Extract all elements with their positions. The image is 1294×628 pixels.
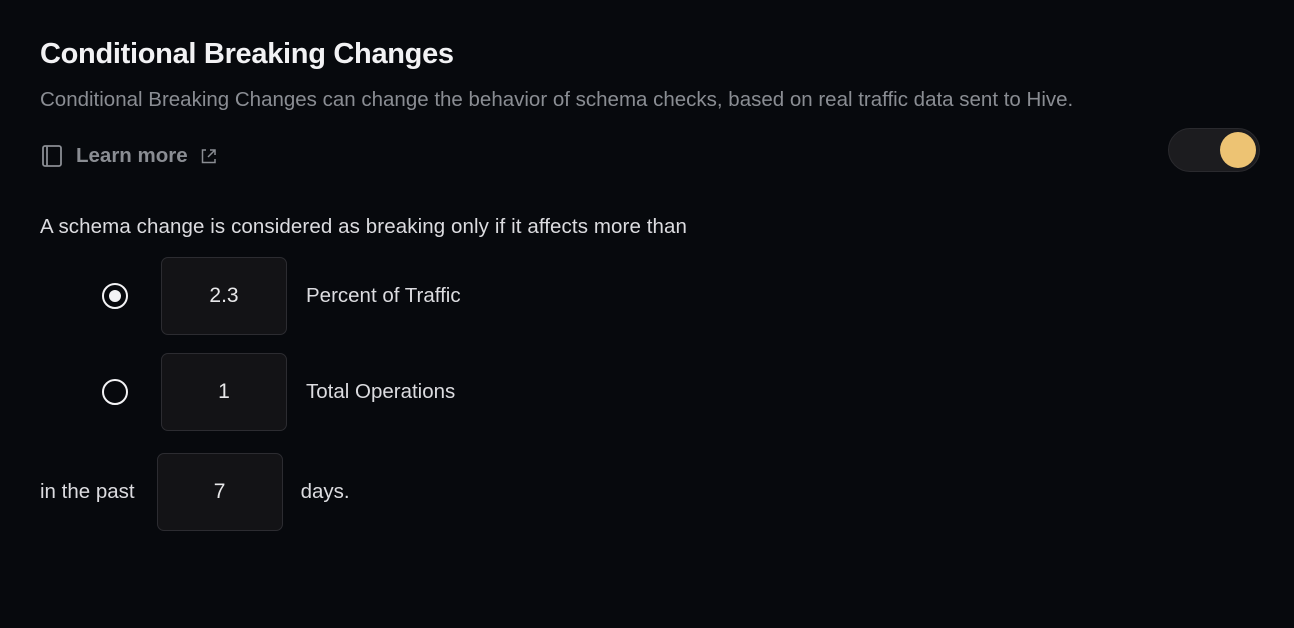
percent-of-traffic-label: Percent of Traffic bbox=[306, 284, 461, 308]
page-title: Conditional Breaking Changes bbox=[40, 38, 454, 70]
learn-more-link[interactable] bbox=[40, 143, 217, 169]
total-operations-input[interactable] bbox=[161, 353, 287, 431]
book-icon bbox=[40, 143, 64, 169]
condition-statement: A schema change is considered as breaking only if it affects more than bbox=[40, 215, 688, 239]
option-row-total-operations bbox=[40, 353, 1254, 431]
percent-of-traffic-input[interactable] bbox=[161, 257, 287, 335]
radio-total-operations[interactable] bbox=[102, 379, 128, 405]
period-row bbox=[40, 453, 1254, 531]
period-prefix-label: in the past bbox=[40, 480, 135, 504]
total-operations-label: Total Operations bbox=[306, 380, 456, 404]
period-days-input[interactable] bbox=[157, 453, 283, 531]
option-row-percent-of-traffic bbox=[40, 257, 1254, 335]
radio-percent-of-traffic[interactable] bbox=[102, 283, 128, 309]
period-suffix-label: days. bbox=[300, 480, 350, 504]
learn-more-label: Learn more bbox=[76, 144, 188, 168]
external-link-icon bbox=[200, 148, 217, 165]
toggle-knob bbox=[1220, 132, 1256, 168]
conditional-breaking-changes-toggle[interactable] bbox=[1168, 128, 1260, 172]
toggle-track[interactable] bbox=[1168, 128, 1260, 172]
section-description: Conditional Breaking Changes can change the behavior of schema checks, based on real traffic data sent to Hive. bbox=[40, 88, 1074, 112]
